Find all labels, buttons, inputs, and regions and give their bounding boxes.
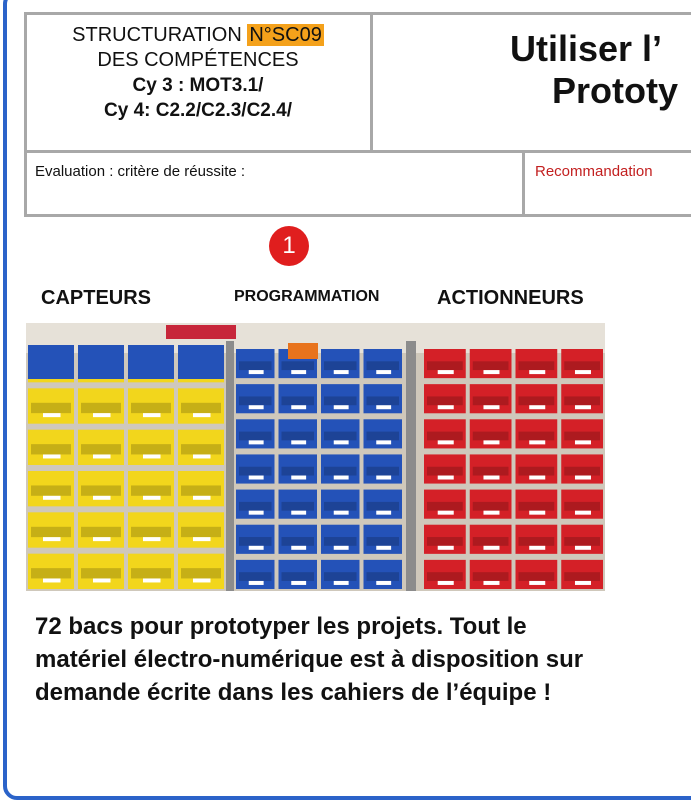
bin-label xyxy=(376,511,391,515)
bin-shadow xyxy=(367,432,400,441)
bin-shadow xyxy=(239,396,272,405)
bin-label xyxy=(93,537,111,541)
bin-label xyxy=(575,511,591,515)
bin-shadow xyxy=(181,444,221,454)
storage-bin xyxy=(178,345,224,379)
bin-label xyxy=(43,496,61,500)
bin-label xyxy=(575,370,591,374)
bin-shadow xyxy=(81,568,121,578)
bin-label xyxy=(93,578,111,582)
bin-label xyxy=(483,440,499,444)
bin-label xyxy=(376,370,391,374)
bin-shadow xyxy=(31,444,71,454)
recommandation-label: Recommandation xyxy=(535,163,653,180)
bin-label xyxy=(193,413,211,417)
bin-shadow xyxy=(427,502,463,511)
bin-label xyxy=(291,546,306,550)
bin-shadow xyxy=(564,361,600,370)
bin-shadow xyxy=(427,572,463,581)
bin-shadow xyxy=(324,537,357,546)
header-divider-vertical xyxy=(370,12,373,152)
bin-label xyxy=(529,476,545,480)
bin-shadow xyxy=(519,537,555,546)
bin-label xyxy=(143,496,161,500)
bin-shadow xyxy=(239,502,272,511)
bin-shadow xyxy=(427,537,463,546)
bin-label xyxy=(249,405,264,409)
bin-shadow xyxy=(31,527,71,537)
bin-label xyxy=(529,440,545,444)
bin-label xyxy=(376,405,391,409)
bin-shadow xyxy=(367,467,400,476)
bin-label xyxy=(249,581,264,585)
bins-illustration xyxy=(26,323,605,591)
label-programmation: PROGRAMMATION xyxy=(234,288,380,305)
bin-shadow xyxy=(473,572,509,581)
bin-shadow xyxy=(427,396,463,405)
caption-text: 72 bacs pour prototyper les projets. Tout le matériel électro-numérique est à disposition sur demande écrite dans les cahiers de l’équipe ! xyxy=(35,613,584,706)
bin-shadow xyxy=(324,467,357,476)
bin-label xyxy=(438,476,454,480)
bin-shadow xyxy=(181,568,221,578)
bin-label xyxy=(43,413,61,417)
bin-label xyxy=(529,511,545,515)
bin-label xyxy=(483,405,499,409)
bin-label xyxy=(483,546,499,550)
bin-label xyxy=(93,454,111,458)
bin-label xyxy=(193,454,211,458)
bin-shadow xyxy=(564,396,600,405)
bin-shadow xyxy=(519,396,555,405)
bin-shadow xyxy=(519,432,555,441)
bin-shadow xyxy=(181,485,221,495)
bin-label xyxy=(334,405,349,409)
bin-label xyxy=(249,440,264,444)
bin-label xyxy=(334,546,349,550)
bin-label xyxy=(529,581,545,585)
rack-post xyxy=(406,341,416,591)
bin-shadow xyxy=(367,502,400,511)
bin-shadow xyxy=(427,361,463,370)
bin-shadow xyxy=(367,572,400,581)
bin-label xyxy=(143,413,161,417)
red-item xyxy=(166,325,236,339)
bin-label xyxy=(483,370,499,374)
header-border-bottom xyxy=(24,214,691,217)
bin-label xyxy=(529,370,545,374)
bin-shadow xyxy=(473,396,509,405)
bin-label xyxy=(438,546,454,550)
bin-label xyxy=(483,581,499,585)
bin-label xyxy=(193,537,211,541)
bin-label xyxy=(291,370,306,374)
bin-label xyxy=(575,581,591,585)
competences-line: DES COMPÉTENCES xyxy=(97,49,299,71)
label-actionneurs: ACTIONNEURS xyxy=(437,287,584,309)
bin-shadow xyxy=(31,568,71,578)
bin-shadow xyxy=(427,467,463,476)
bin-shadow xyxy=(131,403,171,413)
bin-label xyxy=(334,440,349,444)
bin-shadow xyxy=(239,432,272,441)
bin-label xyxy=(291,440,306,444)
storage-bin xyxy=(78,345,124,379)
bin-shadow xyxy=(324,432,357,441)
bin-shadow xyxy=(473,432,509,441)
bin-label xyxy=(438,581,454,585)
bin-shadow xyxy=(239,361,272,370)
bin-shadow xyxy=(131,444,171,454)
bin-shadow xyxy=(519,361,555,370)
bin-shadow xyxy=(282,502,315,511)
bin-shadow xyxy=(282,361,315,370)
bin-shadow xyxy=(324,502,357,511)
step-badge: 1 xyxy=(269,226,309,266)
bin-shadow xyxy=(473,537,509,546)
bin-label xyxy=(143,578,161,582)
bin-shadow xyxy=(367,396,400,405)
bin-label xyxy=(334,370,349,374)
bin-shadow xyxy=(31,485,71,495)
bin-shadow xyxy=(473,502,509,511)
bin-label xyxy=(575,405,591,409)
bin-shadow xyxy=(564,502,600,511)
bin-label xyxy=(438,370,454,374)
bin-shadow xyxy=(81,444,121,454)
bin-label xyxy=(249,511,264,515)
eval-divider-vertical xyxy=(522,150,525,216)
bin-shadow xyxy=(564,467,600,476)
structuration-block xyxy=(26,15,370,150)
bin-shadow xyxy=(239,572,272,581)
bin-label xyxy=(291,511,306,515)
bin-label xyxy=(143,537,161,541)
bin-label xyxy=(93,496,111,500)
bin-shadow xyxy=(367,537,400,546)
bin-shadow xyxy=(282,396,315,405)
cycle3-line: Cy 3 : MOT3.1/ xyxy=(132,75,264,96)
orange-item xyxy=(288,343,318,359)
bin-label xyxy=(575,476,591,480)
bin-shadow xyxy=(519,502,555,511)
bin-shadow xyxy=(324,572,357,581)
bin-label xyxy=(291,581,306,585)
bin-label xyxy=(43,537,61,541)
bin-label xyxy=(575,440,591,444)
bin-label xyxy=(291,476,306,480)
bin-shadow xyxy=(427,432,463,441)
bin-shadow xyxy=(239,467,272,476)
page-title: Utiliser l’ Prototy xyxy=(510,28,678,111)
bin-label xyxy=(334,511,349,515)
bin-shadow xyxy=(131,485,171,495)
bin-shadow xyxy=(239,537,272,546)
bin-shadow xyxy=(564,572,600,581)
cycle4-line: Cy 4: C2.2/C2.3/C2.4/ xyxy=(104,100,292,121)
storage-bin xyxy=(28,345,74,379)
label-capteurs: CAPTEURS xyxy=(41,287,152,309)
bin-shadow xyxy=(473,467,509,476)
bin-label xyxy=(438,440,454,444)
storage-bins-photo xyxy=(26,323,605,591)
bin-label xyxy=(93,413,111,417)
bin-label xyxy=(249,476,264,480)
bin-label xyxy=(483,511,499,515)
bin-shadow xyxy=(282,572,315,581)
bin-shadow xyxy=(519,572,555,581)
bin-label xyxy=(376,581,391,585)
bin-label xyxy=(43,454,61,458)
storage-bin xyxy=(128,345,174,379)
rack-post xyxy=(226,341,234,591)
bin-label xyxy=(193,496,211,500)
bin-shadow xyxy=(564,537,600,546)
evaluation-label: Evaluation : critère de réussite : xyxy=(35,163,246,180)
bin-shadow xyxy=(181,527,221,537)
bin-shadow xyxy=(282,467,315,476)
bin-label xyxy=(193,578,211,582)
bin-label xyxy=(438,511,454,515)
bin-shadow xyxy=(324,361,357,370)
bin-label xyxy=(483,476,499,480)
bin-shadow xyxy=(31,403,71,413)
bin-label xyxy=(529,546,545,550)
bin-label xyxy=(376,476,391,480)
bin-shadow xyxy=(564,432,600,441)
bin-label xyxy=(143,454,161,458)
bin-shadow xyxy=(473,361,509,370)
structuration-code: N°SC09 xyxy=(249,24,322,46)
bin-label xyxy=(438,405,454,409)
bin-shadow xyxy=(282,432,315,441)
bin-shadow xyxy=(324,396,357,405)
bin-shadow xyxy=(131,527,171,537)
bin-label xyxy=(291,405,306,409)
bin-label xyxy=(376,546,391,550)
bin-shadow xyxy=(282,537,315,546)
bin-label xyxy=(575,546,591,550)
bin-label xyxy=(334,476,349,480)
bin-shadow xyxy=(81,403,121,413)
bin-label xyxy=(43,578,61,582)
bin-shadow xyxy=(519,467,555,476)
bin-label xyxy=(249,546,264,550)
bin-shadow xyxy=(81,527,121,537)
bin-shadow xyxy=(81,485,121,495)
structuration-line: STRUCTURATION N°SC09 xyxy=(72,24,322,46)
bin-label xyxy=(249,370,264,374)
bin-label xyxy=(334,581,349,585)
bin-shadow xyxy=(131,568,171,578)
bin-shadow xyxy=(367,361,400,370)
bin-shadow xyxy=(181,403,221,413)
bin-label xyxy=(529,405,545,409)
header-divider-horizontal xyxy=(24,150,691,153)
bin-label xyxy=(376,440,391,444)
